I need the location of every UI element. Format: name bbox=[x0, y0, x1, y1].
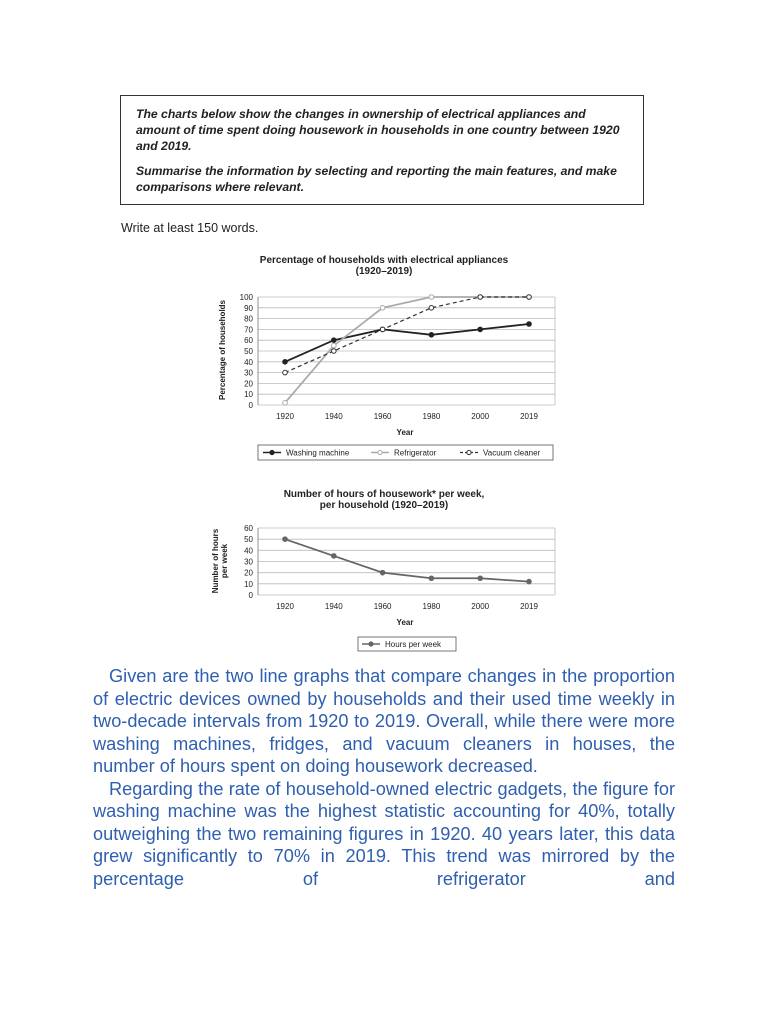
y-tick-label: 10 bbox=[244, 579, 253, 589]
legend-label: Refrigerator bbox=[394, 448, 437, 458]
legend-label: Vacuum cleaner bbox=[483, 448, 541, 458]
x-tick-label: 1960 bbox=[373, 602, 392, 611]
x-tick-label: 2000 bbox=[471, 602, 490, 611]
chart-subtitle: (1920–2019) bbox=[355, 266, 413, 277]
x-tick-label: 2019 bbox=[520, 412, 538, 421]
data-point bbox=[429, 576, 434, 581]
x-tick-label: 2019 bbox=[520, 602, 538, 611]
y-tick-label: 0 bbox=[248, 401, 253, 410]
chart-subtitle: per household (1920–2019) bbox=[319, 500, 449, 511]
x-tick-label: 1980 bbox=[422, 602, 441, 611]
legend-swatch-marker bbox=[369, 642, 373, 646]
legend-label: Hours per week bbox=[385, 640, 442, 649]
x-axis-label: Year bbox=[396, 428, 414, 437]
y-axis-label bbox=[211, 528, 229, 593]
essay-paragraph-2: Regarding the rate of household-owned electric gadgets, the figure for washing machine was the highest statistic accounting for 40%, totally outweighing the two remaining figures in 1920. 40 years later, this data grew significantly to 70% in 2019. This trend was mirrored by the percentage of refrigerator and bbox=[93, 778, 675, 889]
x-tick-label: 1940 bbox=[324, 602, 343, 611]
y-axis-label-line: Number of hours bbox=[211, 528, 220, 594]
task-instruction: Summarise the information by selecting and reporting the main features, and make comparisons where relevant. bbox=[136, 164, 617, 194]
data-point bbox=[283, 537, 288, 542]
chart-title: Number of hours of housework* per week, bbox=[283, 489, 485, 500]
y-tick-label: 80 bbox=[244, 314, 253, 324]
task-description: The charts below show the changes in ownership of electrical appliances and amount of time spent doing housework in households in one country between 1920 and 2019. bbox=[136, 107, 620, 153]
y-tick-label: 50 bbox=[244, 347, 253, 356]
y-axis-label-line: per week bbox=[220, 543, 229, 579]
essay-text bbox=[93, 665, 675, 890]
legend-label: Washing machine bbox=[286, 448, 350, 458]
x-tick-label: 1980 bbox=[422, 412, 441, 421]
y-tick-label: 70 bbox=[244, 325, 253, 335]
essay-paragraph-1: Given are the two line graphs that compare changes in the proportion of electric devices owned by households and their used time weekly in two-decade intervals from 1920 to 2019. Overall, while there were more washing machines, fridges, and vacuum cleaners in houses, the number of hours spent on doing housework decreased. bbox=[93, 666, 675, 776]
x-tick-label: 1920 bbox=[276, 412, 294, 421]
data-point bbox=[380, 570, 385, 575]
y-tick-label: 40 bbox=[244, 357, 253, 367]
y-axis-label: Percentage of households bbox=[218, 299, 227, 401]
y-tick-label: 20 bbox=[244, 568, 253, 578]
y-tick-label: 60 bbox=[244, 524, 253, 533]
y-tick-label: 30 bbox=[244, 557, 253, 567]
x-tick-label: 1960 bbox=[373, 412, 392, 421]
chart-title: Percentage of households with electrical appliances bbox=[259, 255, 509, 266]
y-tick-label: 50 bbox=[244, 535, 253, 545]
y-tick-label: 10 bbox=[244, 390, 253, 400]
data-point bbox=[478, 576, 483, 581]
x-tick-label: 1940 bbox=[324, 412, 343, 421]
x-tick-label: 2000 bbox=[471, 412, 490, 421]
y-tick-label: 100 bbox=[239, 293, 253, 302]
series-line-hours-per-week bbox=[285, 539, 529, 581]
y-tick-label: 20 bbox=[244, 379, 253, 389]
y-tick-label: 90 bbox=[244, 303, 253, 313]
y-tick-label: 60 bbox=[244, 336, 253, 346]
data-point bbox=[527, 579, 532, 584]
x-tick-label: 1920 bbox=[276, 602, 294, 611]
y-tick-label: 30 bbox=[244, 368, 253, 378]
word-count-instruction: Write at least 150 words. bbox=[121, 221, 259, 235]
y-tick-label: 40 bbox=[244, 546, 253, 556]
data-point bbox=[332, 554, 337, 559]
x-axis-label: Year bbox=[396, 618, 414, 627]
y-tick-label: 0 bbox=[248, 591, 253, 600]
